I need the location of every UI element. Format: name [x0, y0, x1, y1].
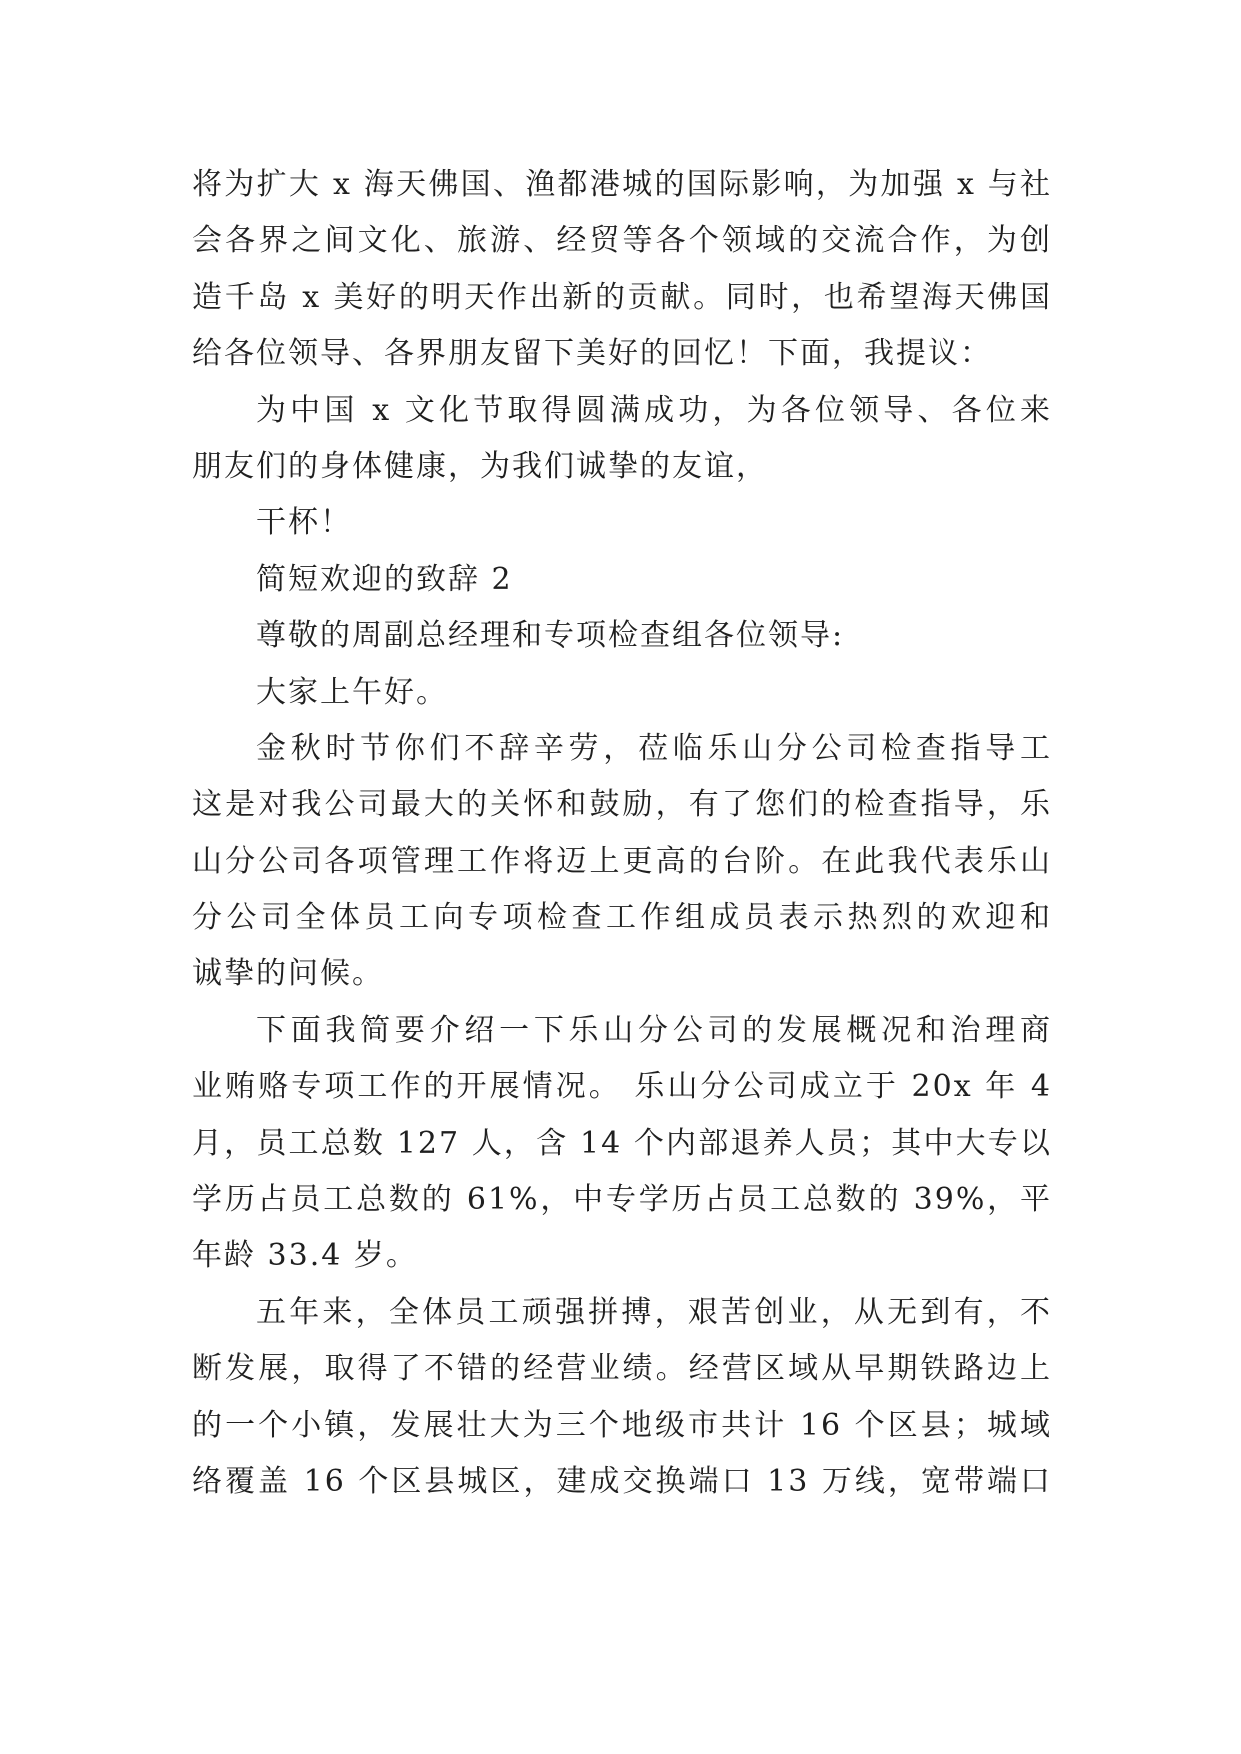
salutation: 尊敬的周副总经理和专项检查组各位领导: [256, 618, 845, 654]
text-line: 五年来，全体员工顽强拼搏，艰苦创业，从无到有，不 [256, 1294, 1052, 1330]
text-line: 山分公司各项管理工作将迈上更高的台阶。在此我代表乐山 [192, 843, 1052, 879]
text-line: 学历占员工总数的 61%，中专学历占员工总数的 39%，平 [192, 1182, 1052, 1218]
text-line: 朋友们的身体健康，为我们诚挚的友谊， [192, 448, 768, 484]
text-line: 络覆盖 16 个区县城区，建成交换端口 13 万线，宽带端口 [192, 1463, 1052, 1499]
text-line: 给各位领导、各界朋友留下美好的回忆！下面，我提议： [192, 336, 992, 372]
text-line: 断发展，取得了不错的经营业绩。经营区域从早期铁路边上 [192, 1351, 1052, 1387]
text-line: 造千岛 x 美好的明天作出新的贡献。同时，也希望海天佛国 [192, 279, 1052, 315]
text-line: 为中国 x 文化节取得圆满成功，为各位领导、各位来 [256, 392, 1052, 428]
text-line: 业贿赂专项工作的开展情况。 乐山分公司成立于 20x 年 4 [192, 1069, 1052, 1105]
document-body [192, 157, 1052, 1510]
text-line: 金秋时节你们不辞辛劳，莅临乐山分公司检查指导工 [256, 730, 1052, 766]
text-line: 的一个小镇，发展壮大为三个地级市共计 16 个区县；城域 [192, 1407, 1052, 1443]
text-line: 将为扩大 x 海天佛国、渔都港城的国际影响，为加强 x 与社 [192, 167, 1052, 202]
text-line: 诚挚的问候。 [192, 956, 384, 992]
text-line: 年龄 33.4 岁。 [192, 1238, 418, 1274]
text-line: 下面我简要介绍一下乐山分公司的发展概况和治理商 [256, 1012, 1052, 1048]
text-line: 大家上午好。 [256, 674, 448, 710]
section-heading: 简短欢迎的致辞 2 [256, 561, 513, 597]
text-line: 这是对我公司最大的关怀和鼓励，有了您们的检查指导，乐 [192, 787, 1052, 823]
text-line: 干杯！ [256, 505, 352, 541]
text-line: 月，员工总数 127 人，含 14 个内部退养人员；其中大专以 [192, 1125, 1052, 1161]
text-line: 分公司全体员工向专项检查工作组成员表示热烈的欢迎和 [192, 900, 1052, 936]
text-line: 会各界之间文化、旅游、经贸等各个领域的交流合作，为创 [192, 223, 1052, 259]
